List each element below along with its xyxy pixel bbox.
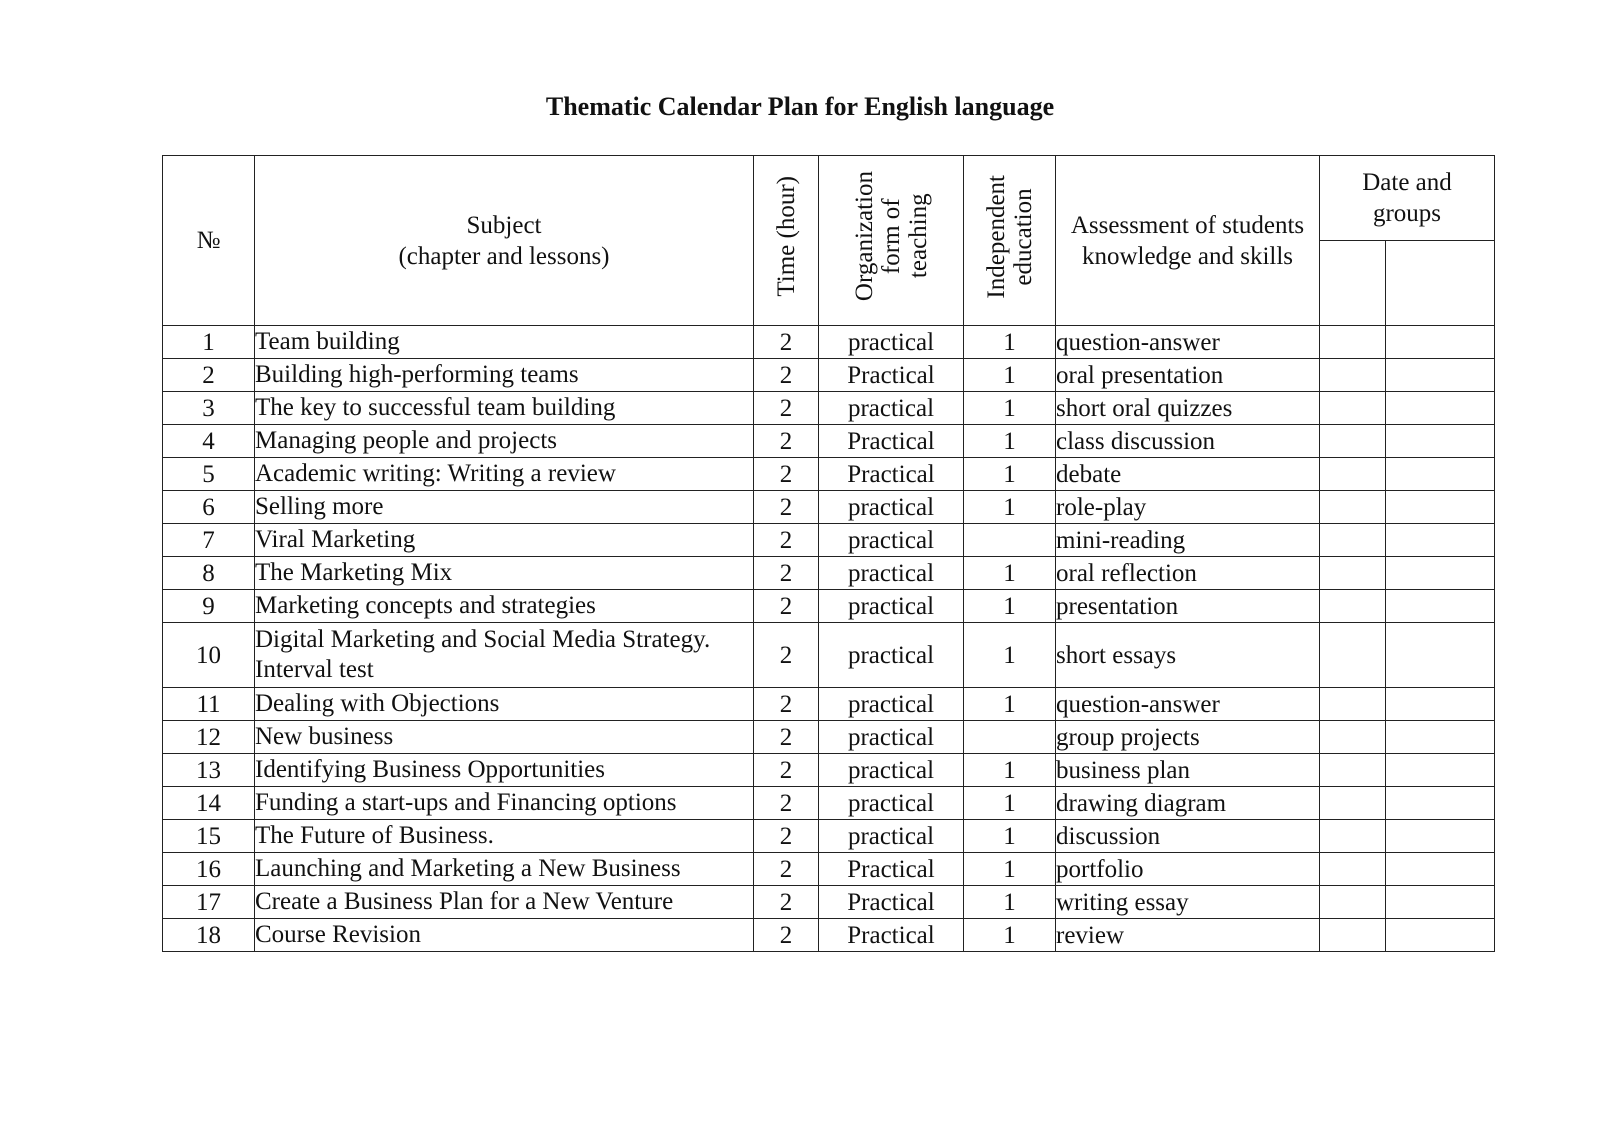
row-date-cell	[1320, 524, 1386, 557]
row-group-cell	[1386, 787, 1495, 820]
row-number: 11	[163, 688, 255, 721]
row-subject: Team building	[255, 326, 754, 359]
row-form: Practical	[819, 853, 964, 886]
row-form: practical	[819, 820, 964, 853]
row-group-cell	[1386, 524, 1495, 557]
row-form: Practical	[819, 886, 964, 919]
row-hours: 2	[754, 458, 819, 491]
table-row	[163, 754, 1495, 787]
table-row	[163, 919, 1495, 952]
row-subject: Identifying Business Opportunities	[255, 754, 754, 787]
table-row	[163, 326, 1495, 359]
row-hours: 2	[754, 524, 819, 557]
row-subject: Managing people and projects	[255, 425, 754, 458]
table-row	[163, 590, 1495, 623]
row-number: 4	[163, 425, 255, 458]
row-form: practical	[819, 754, 964, 787]
row-assessment: presentation	[1056, 590, 1320, 623]
row-date-cell	[1320, 425, 1386, 458]
header-independent-line2: education	[1009, 187, 1037, 286]
header-time-label: Time (hour)	[772, 176, 800, 297]
row-subject: Course Revision	[255, 919, 754, 952]
row-date-cell	[1320, 590, 1386, 623]
row-subject: New business	[255, 721, 754, 754]
row-independent: 1	[964, 919, 1056, 952]
row-date-cell	[1320, 623, 1386, 688]
row-hours: 2	[754, 688, 819, 721]
row-assessment: class discussion	[1056, 425, 1320, 458]
row-subject: Viral Marketing	[255, 524, 754, 557]
header-organization-line3: teaching	[904, 194, 932, 279]
row-date-cell	[1320, 326, 1386, 359]
row-independent: 1	[964, 754, 1056, 787]
row-hours: 2	[754, 557, 819, 590]
row-independent: 1	[964, 688, 1056, 721]
header-independent-line1: Independent	[982, 174, 1010, 299]
row-group-cell	[1386, 886, 1495, 919]
row-assessment: group projects	[1056, 721, 1320, 754]
row-number: 8	[163, 557, 255, 590]
table-row	[163, 688, 1495, 721]
header-organization-line1: Organization	[850, 171, 878, 302]
row-independent: 1	[964, 590, 1056, 623]
header-organization-label	[851, 171, 932, 301]
header-date-subcell	[1320, 241, 1386, 326]
row-hours: 2	[754, 754, 819, 787]
row-hours: 2	[754, 590, 819, 623]
row-assessment: short oral quizzes	[1056, 392, 1320, 425]
row-assessment: question-answer	[1056, 326, 1320, 359]
table-row	[163, 557, 1495, 590]
calendar-plan-table	[162, 155, 1495, 952]
row-form: practical	[819, 623, 964, 688]
row-hours: 2	[754, 787, 819, 820]
row-subject-line2: Interval test	[255, 656, 374, 683]
header-number: №	[163, 156, 255, 326]
row-number: 12	[163, 721, 255, 754]
row-number: 18	[163, 919, 255, 952]
row-form: practical	[819, 392, 964, 425]
row-form: practical	[819, 326, 964, 359]
row-number: 5	[163, 458, 255, 491]
row-assessment: discussion	[1056, 820, 1320, 853]
row-independent: 1	[964, 458, 1056, 491]
row-hours: 2	[754, 853, 819, 886]
row-date-cell	[1320, 886, 1386, 919]
table-row	[163, 491, 1495, 524]
row-form: practical	[819, 721, 964, 754]
row-group-cell	[1386, 491, 1495, 524]
row-hours: 2	[754, 886, 819, 919]
row-form: practical	[819, 557, 964, 590]
row-group-cell	[1386, 590, 1495, 623]
row-hours: 2	[754, 721, 819, 754]
row-date-cell	[1320, 458, 1386, 491]
header-time	[754, 156, 819, 326]
row-group-cell	[1386, 458, 1495, 491]
row-assessment: business plan	[1056, 754, 1320, 787]
row-group-cell	[1386, 425, 1495, 458]
row-date-cell	[1320, 721, 1386, 754]
plan-table-body	[163, 326, 1495, 952]
table-row	[163, 458, 1495, 491]
table-row	[163, 524, 1495, 557]
row-group-cell	[1386, 853, 1495, 886]
row-assessment: oral presentation	[1056, 359, 1320, 392]
row-independent: 1	[964, 491, 1056, 524]
table-row	[163, 853, 1495, 886]
row-subject: The key to successful team building	[255, 392, 754, 425]
header-organization	[819, 156, 964, 326]
header-organization-line2: form of	[877, 198, 905, 275]
row-assessment: mini-reading	[1056, 524, 1320, 557]
header-groups-subcell	[1386, 241, 1495, 326]
row-subject: Marketing concepts and strategies	[255, 590, 754, 623]
row-independent	[964, 524, 1056, 557]
header-independent-label	[983, 175, 1037, 299]
row-subject: Create a Business Plan for a New Venture	[255, 886, 754, 919]
row-date-cell	[1320, 754, 1386, 787]
row-hours: 2	[754, 623, 819, 688]
row-form: practical	[819, 688, 964, 721]
header-date-groups	[1320, 156, 1495, 241]
table-row	[163, 787, 1495, 820]
row-number: 6	[163, 491, 255, 524]
row-hours: 2	[754, 491, 819, 524]
row-form: practical	[819, 787, 964, 820]
row-number: 9	[163, 590, 255, 623]
row-assessment: oral reflection	[1056, 557, 1320, 590]
row-independent: 1	[964, 886, 1056, 919]
row-assessment: writing essay	[1056, 886, 1320, 919]
header-assessment-line2: knowledge and skills	[1081, 242, 1294, 270]
row-group-cell	[1386, 623, 1495, 688]
row-assessment: debate	[1056, 458, 1320, 491]
row-assessment: short essays	[1056, 623, 1320, 688]
row-hours: 2	[754, 392, 819, 425]
row-hours: 2	[754, 425, 819, 458]
row-date-cell	[1320, 557, 1386, 590]
row-subject: Funding a start-ups and Financing options	[255, 787, 754, 820]
table-row	[163, 425, 1495, 458]
row-date-cell	[1320, 853, 1386, 886]
row-assessment: question-answer	[1056, 688, 1320, 721]
row-hours: 2	[754, 359, 819, 392]
row-independent: 1	[964, 623, 1056, 688]
table-row	[163, 392, 1495, 425]
row-date-cell	[1320, 919, 1386, 952]
row-date-cell	[1320, 688, 1386, 721]
row-group-cell	[1386, 557, 1495, 590]
row-subject: Selling more	[255, 491, 754, 524]
row-number: 15	[163, 820, 255, 853]
row-date-cell	[1320, 359, 1386, 392]
row-independent: 1	[964, 392, 1056, 425]
row-form: Practical	[819, 919, 964, 952]
row-group-cell	[1386, 721, 1495, 754]
row-number: 14	[163, 787, 255, 820]
row-subject: Launching and Marketing a New Business	[255, 853, 754, 886]
row-independent: 1	[964, 326, 1056, 359]
row-form: practical	[819, 491, 964, 524]
row-assessment: drawing diagram	[1056, 787, 1320, 820]
row-subject: The Marketing Mix	[255, 557, 754, 590]
row-date-cell	[1320, 787, 1386, 820]
row-subject: Academic writing: Writing a review	[255, 458, 754, 491]
header-subject	[255, 156, 754, 326]
row-subject: Dealing with Objections	[255, 688, 754, 721]
row-form: practical	[819, 590, 964, 623]
row-subject	[255, 623, 754, 688]
row-independent: 1	[964, 820, 1056, 853]
table-row	[163, 623, 1495, 688]
table-row	[163, 721, 1495, 754]
header-assessment-line1: Assessment of students	[1070, 211, 1305, 239]
row-date-cell	[1320, 820, 1386, 853]
header-date-line1: Date and	[1362, 169, 1452, 196]
row-group-cell	[1386, 919, 1495, 952]
row-hours: 2	[754, 820, 819, 853]
row-hours: 2	[754, 919, 819, 952]
row-assessment: role-play	[1056, 491, 1320, 524]
row-number: 17	[163, 886, 255, 919]
row-form: Practical	[819, 425, 964, 458]
row-form: practical	[819, 524, 964, 557]
row-assessment: portfolio	[1056, 853, 1320, 886]
row-number: 7	[163, 524, 255, 557]
row-group-cell	[1386, 754, 1495, 787]
row-group-cell	[1386, 820, 1495, 853]
row-hours: 2	[754, 326, 819, 359]
row-independent: 1	[964, 557, 1056, 590]
row-group-cell	[1386, 359, 1495, 392]
header-independent	[964, 156, 1056, 326]
row-group-cell	[1386, 326, 1495, 359]
row-form: Practical	[819, 359, 964, 392]
row-independent: 1	[964, 359, 1056, 392]
row-group-cell	[1386, 392, 1495, 425]
row-assessment: review	[1056, 919, 1320, 952]
header-subject-line2: (chapter and lessons)	[398, 242, 610, 270]
row-independent: 1	[964, 425, 1056, 458]
row-form: Practical	[819, 458, 964, 491]
row-independent: 1	[964, 853, 1056, 886]
row-date-cell	[1320, 491, 1386, 524]
document-title: Thematic Calendar Plan for English language	[545, 92, 1055, 121]
row-group-cell	[1386, 688, 1495, 721]
header-subject-line1: Subject	[466, 211, 542, 239]
table-row	[163, 886, 1495, 919]
row-independent	[964, 721, 1056, 754]
row-subject: The Future of Business.	[255, 820, 754, 853]
row-date-cell	[1320, 392, 1386, 425]
row-independent: 1	[964, 787, 1056, 820]
row-number: 2	[163, 359, 255, 392]
row-number: 13	[163, 754, 255, 787]
table-row	[163, 359, 1495, 392]
row-number: 10	[163, 623, 255, 688]
row-subject: Building high-performing teams	[255, 359, 754, 392]
row-number: 1	[163, 326, 255, 359]
row-number: 16	[163, 853, 255, 886]
header-assessment	[1056, 156, 1320, 326]
header-date-line2: groups	[1372, 200, 1442, 227]
row-number: 3	[163, 392, 255, 425]
table-row	[163, 820, 1495, 853]
row-subject-line1: Digital Marketing and Social Media Strategy.	[255, 626, 711, 653]
